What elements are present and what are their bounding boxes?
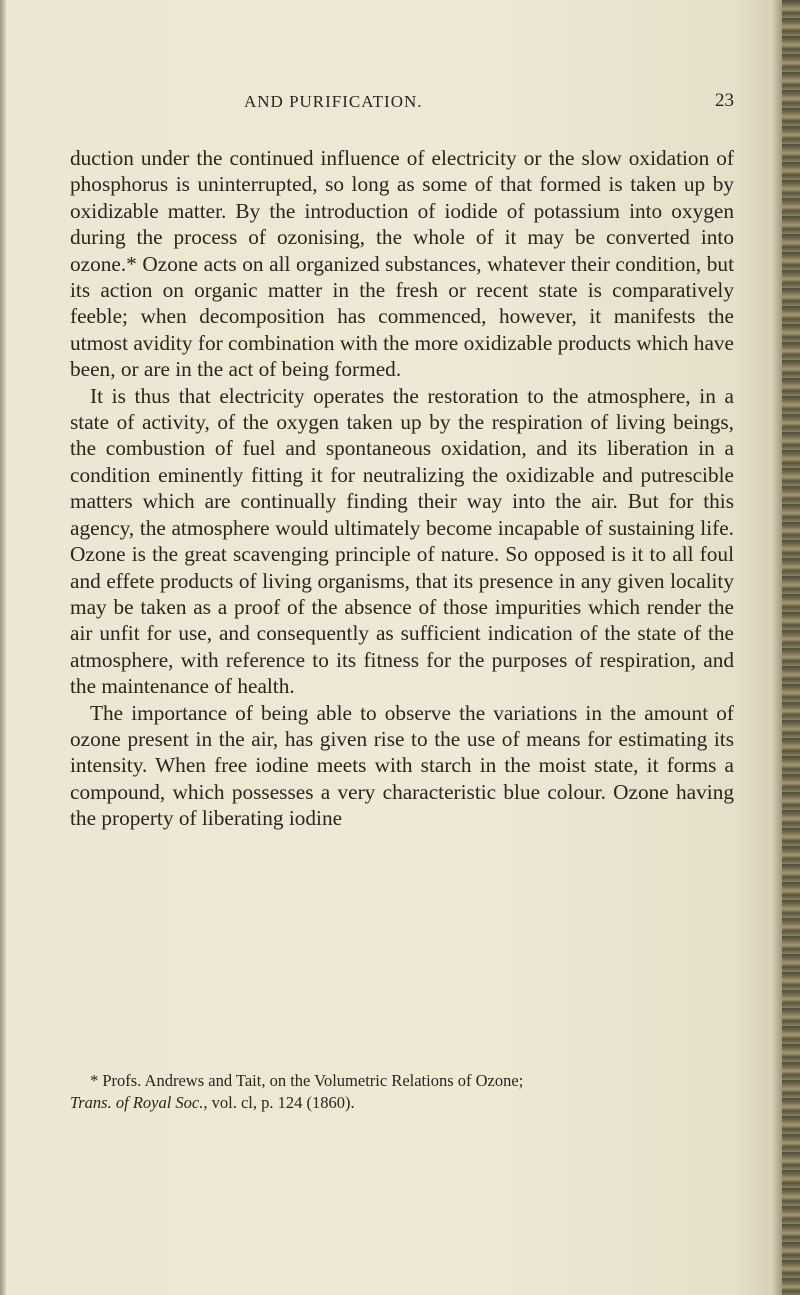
footnote-line-1: * Profs. Andrews and Tait, on the Volumetric Relations of Ozone; bbox=[90, 1071, 524, 1090]
footnote-line-2 bbox=[70, 1092, 734, 1114]
footnote-citation: vol. cl, p. 124 (1860). bbox=[207, 1093, 355, 1112]
page-number: 23 bbox=[715, 90, 734, 111]
running-title: AND PURIFICATION. bbox=[244, 92, 423, 111]
page-left-edge bbox=[0, 0, 6, 1295]
book-binding-edge bbox=[782, 0, 800, 1295]
footnote bbox=[70, 1070, 734, 1114]
body-text bbox=[70, 145, 734, 832]
paragraph-1: duction under the continued influence of electricity or the slow oxidation of phosphorus is uninterrupted, so long as some of that formed is taken up by oxidizable matter. By the introduction of iodide of potassium into oxygen during the process of ozonising, the whole of it may be converted into ozone.* Ozone acts on all organized substances, whatever their condition, but its action on organic matter in the fresh or recent state is comparatively feeble; when decomposition has commenced, however, it manifests the utmost avidity for combination with the more oxidizable products which have been, or are in the act of being formed. bbox=[70, 146, 734, 382]
gutter-shadow bbox=[772, 0, 782, 1295]
page-header bbox=[70, 90, 734, 120]
paragraph-3: The importance of being able to observe the variations in the amount of ozone present in the air, has given rise to the use of means for estimating its intensity. When free iodine meets with starch in the moist state, it forms a compound, which possesses a very characteristic blue colour. Ozone having the property of liberating iodine bbox=[70, 700, 734, 831]
footnote-journal: Trans. of Royal Soc., bbox=[70, 1093, 208, 1112]
paragraph-2: It is thus that electricity operates the restoration to the atmosphere, in a state of activity, of the oxygen taken up by the respiration of living beings, the combustion of fuel and spontaneous oxidation, and its liberation in a condition eminently fitting it for neutralizing the oxidizable and putrescible matters which are continually finding their way into the air. But for this agency, the atmosphere would ultimately become incapable of sustaining life. Ozone is the great scavenging principle of nature. So opposed is it to all foul and effete products of living organisms, that its presence in any given locality may be taken as a proof of the absence of those impurities which render the air unfit for use, and consequently as sufficient indication of the state of the atmosphere, with reference to its fitness for the purposes of respiration, and the maintenance of health. bbox=[70, 383, 734, 699]
